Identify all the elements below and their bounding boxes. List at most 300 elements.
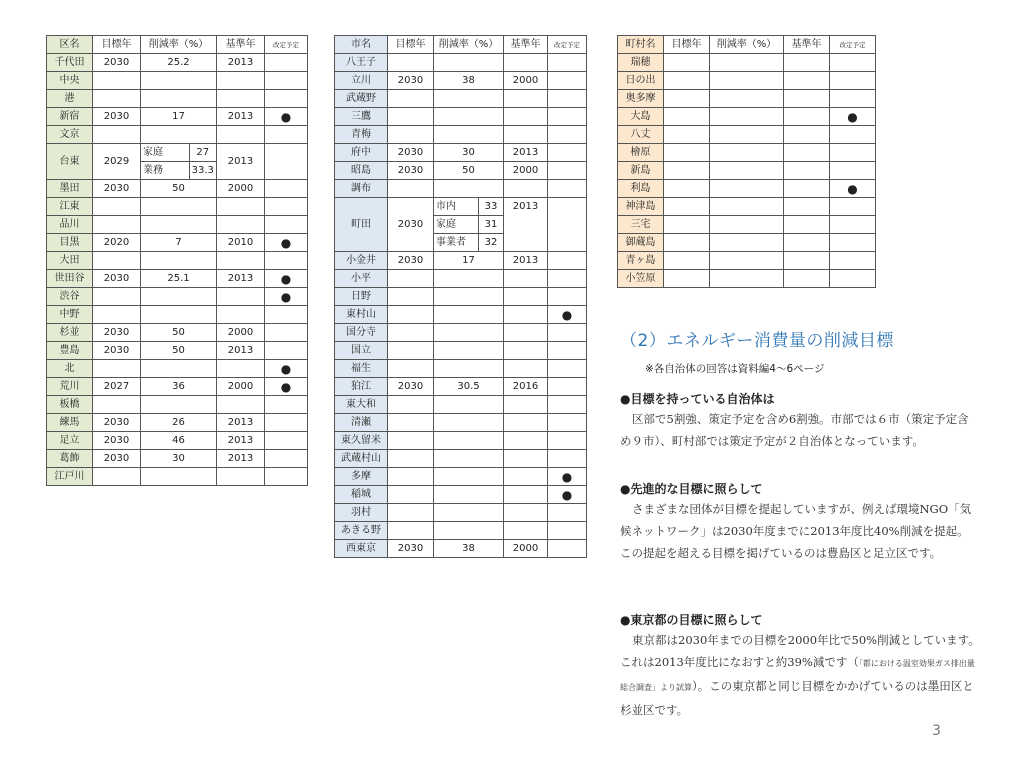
reduction-rate-cell (710, 216, 784, 234)
reduction-rate-cell (434, 522, 504, 540)
city-name-cell: 武蔵村山 (335, 450, 388, 468)
reduction-rate-cell (710, 198, 784, 216)
base-year-cell (504, 180, 548, 198)
revision-mark: ● (548, 486, 587, 504)
ward-table-body (47, 54, 308, 486)
city-name-cell: 調布 (335, 180, 388, 198)
target-year-cell (664, 72, 710, 90)
table-row (335, 450, 587, 468)
table-row (47, 72, 308, 90)
table-row (47, 342, 308, 360)
base-year-cell (504, 324, 548, 342)
target-year-cell: 2030 (93, 450, 141, 468)
target-year-cell (93, 306, 141, 324)
sector-rate: 33 (484, 200, 498, 212)
revision-mark (548, 324, 587, 342)
base-year-cell (217, 396, 265, 414)
target-year-cell: 2030 (93, 108, 141, 126)
ward-name-cell: 中央 (47, 72, 93, 90)
reduction-rate-cell (141, 468, 217, 486)
city-name-cell: 東久留米 (335, 432, 388, 450)
base-year-cell: 2013 (217, 270, 265, 288)
target-year-cell (388, 54, 434, 72)
table-row (335, 198, 587, 216)
reduction-rate-cell (141, 72, 217, 90)
city-header-cell: 改定予定 (548, 36, 587, 54)
target-year-cell: 2030 (93, 180, 141, 198)
reduction-rate-cell (434, 90, 504, 108)
town-header-cell: 基準年 (784, 36, 830, 54)
target-year-cell: 2030 (93, 270, 141, 288)
base-year-cell (504, 108, 548, 126)
reduction-rate-cell (434, 360, 504, 378)
ward-name-cell: 杉並 (47, 324, 93, 342)
ward-header-cell: 改定予定 (265, 36, 308, 54)
reduction-rate-cell (434, 468, 504, 486)
target-year-cell (93, 216, 141, 234)
revision-mark (548, 450, 587, 468)
table-row (47, 90, 308, 108)
base-year-cell (784, 162, 830, 180)
reduction-split-cell (434, 216, 504, 234)
paragraph-tokyo-source: 「都における温室効果ガス排出量総合調査」より試算 (620, 659, 975, 692)
reduction-rate-cell (434, 306, 504, 324)
town-header-cell: 改定予定 (830, 36, 876, 54)
city-name-cell: 昭島 (335, 162, 388, 180)
town-name-cell: 三宅 (618, 216, 664, 234)
target-year-cell (388, 432, 434, 450)
table-row (335, 540, 587, 558)
section-title: （2）エネルギー消費量の削減目標 (620, 331, 894, 351)
table-row (618, 144, 876, 162)
target-year-cell (664, 180, 710, 198)
target-year-cell (93, 72, 141, 90)
revision-mark (265, 450, 308, 468)
reduction-split (434, 234, 503, 251)
base-year-cell: 2000 (504, 162, 548, 180)
revision-mark (548, 252, 587, 270)
city-header-cell: 削減率（%） (434, 36, 504, 54)
base-year-cell (504, 432, 548, 450)
city-name-cell: 町田 (335, 198, 388, 252)
target-year-cell (388, 396, 434, 414)
revision-mark (265, 414, 308, 432)
ward-name-cell: 渋谷 (47, 288, 93, 306)
table-row (618, 72, 876, 90)
town-name-cell: 大島 (618, 108, 664, 126)
reduction-rate-cell: 50 (434, 162, 504, 180)
reduction-rate-cell: 50 (141, 324, 217, 342)
base-year-cell: 2016 (504, 378, 548, 396)
table-row (47, 216, 308, 234)
reduction-rate-cell (141, 216, 217, 234)
reduction-rate-cell (710, 126, 784, 144)
revision-mark: ● (265, 378, 308, 396)
section-note: ※各自治体の回答は資料編4～6ページ (645, 363, 825, 375)
base-year-cell (504, 288, 548, 306)
ward-table (46, 35, 308, 486)
reduction-rate-cell: 46 (141, 432, 217, 450)
reduction-rate-cell: 50 (141, 180, 217, 198)
revision-mark (830, 54, 876, 72)
target-year-cell: 2027 (93, 378, 141, 396)
ward-name-cell: 新宿 (47, 108, 93, 126)
table-row (47, 144, 308, 162)
revision-mark (265, 252, 308, 270)
city-header-cell: 目標年 (388, 36, 434, 54)
reduction-rate-cell (434, 342, 504, 360)
reduction-rate-cell (434, 126, 504, 144)
revision-mark (548, 126, 587, 144)
table-row (47, 378, 308, 396)
target-year-cell (388, 450, 434, 468)
revision-mark (265, 306, 308, 324)
base-year-cell (504, 306, 548, 324)
paragraph-tokyo-text-2: ）。この東京都と同じ目標をかかげているのは墨田区と杉並区です。 (620, 679, 974, 717)
revision-mark: ● (265, 360, 308, 378)
town-table-body (618, 54, 876, 288)
reduction-rate-cell: 36 (141, 378, 217, 396)
reduction-rate-cell (141, 90, 217, 108)
revision-mark (548, 198, 587, 252)
paragraph-tokyo (620, 629, 980, 721)
base-year-cell: 2013 (217, 414, 265, 432)
ward-header-cell: 区名 (47, 36, 93, 54)
table-row (47, 396, 308, 414)
revision-mark (548, 72, 587, 90)
base-year-cell: 2013 (504, 198, 548, 252)
revision-mark (830, 162, 876, 180)
table-row (335, 468, 587, 486)
target-year-cell: 2030 (93, 342, 141, 360)
city-name-cell: 三鷹 (335, 108, 388, 126)
base-year-cell: 2013 (217, 108, 265, 126)
city-table-body (335, 54, 587, 558)
reduction-rate-cell (434, 270, 504, 288)
heading-tokyo: ●東京都の目標に照らして (620, 613, 763, 627)
revision-mark (548, 162, 587, 180)
town-name-cell: 檜原 (618, 144, 664, 162)
table-row (618, 252, 876, 270)
table-row (335, 522, 587, 540)
base-year-cell: 2013 (217, 450, 265, 468)
ward-name-cell: 北 (47, 360, 93, 378)
ward-name-cell: 豊島 (47, 342, 93, 360)
city-name-cell: 狛江 (335, 378, 388, 396)
base-year-cell (504, 270, 548, 288)
base-year-cell (784, 144, 830, 162)
reduction-rate-cell: 50 (141, 342, 217, 360)
target-year-cell (388, 504, 434, 522)
target-year-cell (388, 306, 434, 324)
target-year-cell (388, 360, 434, 378)
revision-mark (548, 432, 587, 450)
city-name-cell: 清瀬 (335, 414, 388, 432)
reduction-rate-cell: 30.5 (434, 378, 504, 396)
ward-name-cell: 板橋 (47, 396, 93, 414)
town-table (617, 35, 876, 288)
revision-mark (548, 144, 587, 162)
target-year-cell (664, 54, 710, 72)
town-header-cell: 町村名 (618, 36, 664, 54)
reduction-rate-cell (141, 252, 217, 270)
heading-targets: ●目標を持っている自治体は (620, 392, 775, 406)
town-name-cell: 利島 (618, 180, 664, 198)
base-year-cell (784, 90, 830, 108)
reduction-split-cell (434, 198, 504, 216)
table-row (47, 360, 308, 378)
table-row (335, 288, 587, 306)
reduction-split (141, 162, 216, 179)
table-row (47, 126, 308, 144)
base-year-cell: 2000 (504, 540, 548, 558)
ward-name-cell: 足立 (47, 432, 93, 450)
reduction-rate-cell: 17 (434, 252, 504, 270)
base-year-cell (784, 252, 830, 270)
sector-rate: 33.3 (191, 164, 214, 176)
city-name-cell: あきる野 (335, 522, 388, 540)
ward-name-cell: 千代田 (47, 54, 93, 72)
table-row (618, 126, 876, 144)
revision-mark (830, 234, 876, 252)
target-year-cell: 2030 (388, 162, 434, 180)
reduction-rate-cell (141, 306, 217, 324)
target-year-cell (93, 252, 141, 270)
city-name-cell: 国分寺 (335, 324, 388, 342)
target-year-cell (93, 90, 141, 108)
target-year-cell (93, 126, 141, 144)
town-name-cell: 八丈 (618, 126, 664, 144)
revision-mark (265, 216, 308, 234)
base-year-cell: 2013 (217, 342, 265, 360)
base-year-cell: 2013 (504, 252, 548, 270)
revision-mark (265, 432, 308, 450)
reduction-split (141, 144, 216, 161)
ward-name-cell: 大田 (47, 252, 93, 270)
table-row (618, 90, 876, 108)
reduction-rate-cell (710, 144, 784, 162)
town-name-cell: 青ヶ島 (618, 252, 664, 270)
target-year-cell (664, 108, 710, 126)
reduction-rate-cell (434, 432, 504, 450)
target-year-cell: 2030 (93, 54, 141, 72)
revision-mark: ● (830, 180, 876, 198)
target-year-cell (388, 90, 434, 108)
reduction-split (434, 198, 503, 215)
base-year-cell (504, 54, 548, 72)
table-row (47, 108, 308, 126)
sector-label: 事業者 (434, 234, 479, 251)
target-year-cell (388, 324, 434, 342)
reduction-split-cell (141, 162, 217, 180)
reduction-rate-cell (434, 504, 504, 522)
revision-mark (548, 108, 587, 126)
reduction-rate-cell (141, 288, 217, 306)
table-row (47, 432, 308, 450)
city-name-cell: 八王子 (335, 54, 388, 72)
paragraph-advanced: さまざまな団体が目標を提起していますが、例えば環境NGO「気候ネットワーク」は2030年度までに2013年度比40%削減を提起。この提起を超える目標を掲げているのは豊島区と足立区です。 (620, 502, 972, 560)
reduction-rate-cell: 25.2 (141, 54, 217, 72)
city-name-cell: 西東京 (335, 540, 388, 558)
revision-mark (548, 90, 587, 108)
city-header-cell: 基準年 (504, 36, 548, 54)
table-row (618, 198, 876, 216)
revision-mark: ● (830, 108, 876, 126)
city-name-cell: 立川 (335, 72, 388, 90)
ward-name-cell: 世田谷 (47, 270, 93, 288)
table-row (47, 450, 308, 468)
revision-mark (265, 180, 308, 198)
base-year-cell (504, 126, 548, 144)
ward-name-cell: 品川 (47, 216, 93, 234)
city-name-cell: 多摩 (335, 468, 388, 486)
table-row (47, 414, 308, 432)
reduction-split-cell (434, 234, 504, 252)
base-year-cell (504, 342, 548, 360)
table-row (335, 126, 587, 144)
revision-mark: ● (548, 306, 587, 324)
reduction-rate-cell (434, 450, 504, 468)
base-year-cell (504, 450, 548, 468)
revision-mark (830, 270, 876, 288)
revision-mark (830, 72, 876, 90)
reduction-rate-cell (710, 54, 784, 72)
town-name-cell: 新島 (618, 162, 664, 180)
reduction-rate-cell (141, 126, 217, 144)
table-row (47, 180, 308, 198)
target-year-cell (388, 522, 434, 540)
revision-mark (548, 378, 587, 396)
table-row (335, 432, 587, 450)
ward-name-cell: 目黒 (47, 234, 93, 252)
revision-mark (830, 252, 876, 270)
town-name-cell: 御蔵島 (618, 234, 664, 252)
target-year-cell (388, 414, 434, 432)
sector-rate: 31 (484, 218, 498, 230)
base-year-cell: 2013 (217, 432, 265, 450)
base-year-cell (784, 108, 830, 126)
base-year-cell: 2010 (217, 234, 265, 252)
reduction-rate-cell (710, 90, 784, 108)
reduction-split-cell (141, 144, 217, 162)
base-year-cell (504, 396, 548, 414)
target-year-cell: 2030 (93, 324, 141, 342)
city-name-cell: 府中 (335, 144, 388, 162)
reduction-rate-cell: 38 (434, 540, 504, 558)
revision-mark (548, 522, 587, 540)
city-name-cell: 日野 (335, 288, 388, 306)
reduction-rate-cell: 25.1 (141, 270, 217, 288)
base-year-cell (504, 360, 548, 378)
city-name-cell: 羽村 (335, 504, 388, 522)
town-header-row (618, 36, 876, 54)
town-name-cell: 小笠原 (618, 270, 664, 288)
reduction-rate-cell (710, 234, 784, 252)
table-row (335, 324, 587, 342)
base-year-cell (784, 216, 830, 234)
table-row (335, 72, 587, 90)
table-row (335, 414, 587, 432)
base-year-cell (504, 486, 548, 504)
target-year-cell (664, 270, 710, 288)
base-year-cell: 2013 (217, 144, 265, 180)
city-name-cell: 稲城 (335, 486, 388, 504)
target-year-cell (664, 144, 710, 162)
base-year-cell (217, 288, 265, 306)
target-year-cell: 2030 (388, 252, 434, 270)
sector-rate: 32 (484, 236, 498, 248)
city-name-cell: 東大和 (335, 396, 388, 414)
ward-name-cell: 台東 (47, 144, 93, 180)
target-year-cell: 2029 (93, 144, 141, 180)
base-year-cell: 2000 (217, 324, 265, 342)
ward-name-cell: 墨田 (47, 180, 93, 198)
town-name-cell: 奥多摩 (618, 90, 664, 108)
base-year-cell (784, 180, 830, 198)
table-row (335, 342, 587, 360)
revision-mark (548, 54, 587, 72)
revision-mark (548, 396, 587, 414)
reduction-rate-cell (710, 108, 784, 126)
revision-mark (265, 144, 308, 180)
city-name-cell: 福生 (335, 360, 388, 378)
revision-mark (830, 90, 876, 108)
revision-mark: ● (265, 270, 308, 288)
table-row (618, 162, 876, 180)
town-name-cell: 神津島 (618, 198, 664, 216)
revision-mark (830, 144, 876, 162)
revision-mark (265, 198, 308, 216)
revision-mark (548, 270, 587, 288)
revision-mark (265, 468, 308, 486)
reduction-rate-cell (434, 396, 504, 414)
target-year-cell (388, 486, 434, 504)
reduction-rate-cell: 7 (141, 234, 217, 252)
revision-mark (548, 180, 587, 198)
revision-mark (830, 198, 876, 216)
base-year-cell (217, 252, 265, 270)
revision-mark (265, 72, 308, 90)
table-row (335, 180, 587, 198)
revision-mark (265, 396, 308, 414)
reduction-rate-cell (141, 396, 217, 414)
city-name-cell: 小平 (335, 270, 388, 288)
base-year-cell (504, 468, 548, 486)
table-row (335, 486, 587, 504)
base-year-cell (217, 216, 265, 234)
target-year-cell (388, 108, 434, 126)
target-year-cell: 2020 (93, 234, 141, 252)
town-header-cell: 目標年 (664, 36, 710, 54)
base-year-cell (217, 306, 265, 324)
ward-name-cell: 中野 (47, 306, 93, 324)
paragraph-tokyo-text-1: 東京都は2030年までの目標を2000年比で50%削減としています。これは2013年度比になおすと約39%減です（ (620, 633, 980, 669)
revision-mark (830, 216, 876, 234)
target-year-cell (664, 216, 710, 234)
target-year-cell (93, 288, 141, 306)
revision-mark (265, 54, 308, 72)
target-year-cell: 2030 (93, 414, 141, 432)
revision-mark (548, 540, 587, 558)
revision-mark (548, 360, 587, 378)
reduction-rate-cell: 17 (141, 108, 217, 126)
ward-header-row (47, 36, 308, 54)
reduction-rate-cell: 26 (141, 414, 217, 432)
target-year-cell: 2030 (388, 540, 434, 558)
reduction-rate-cell (434, 414, 504, 432)
base-year-cell: 2000 (217, 180, 265, 198)
city-name-cell: 東村山 (335, 306, 388, 324)
